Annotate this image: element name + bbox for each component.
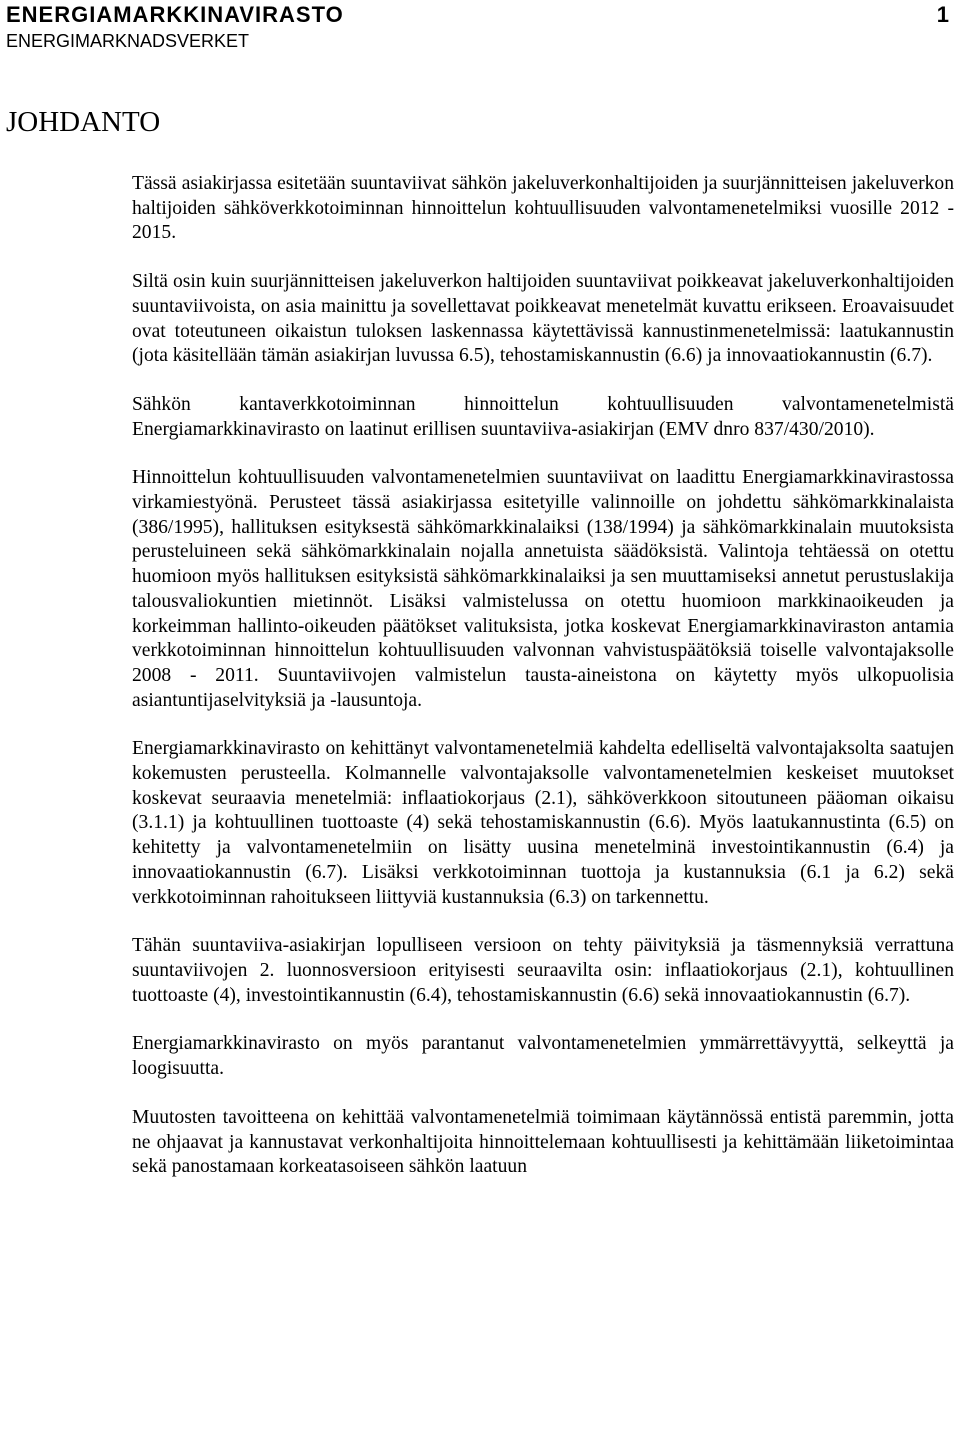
- paragraph-8: Muutosten tavoitteena on kehittää valvontamenetelmiä toimimaan käytännössä entistä paremmin, jotta ne ohjaavat ja kannustavat verkonhaltijoita hinnoittelemaan kohtuullisesti ja kehittämään liiketoimintaa sekä panostamaan korkeatasoiseen sähkön laatuun: [132, 1106, 954, 1178]
- paragraph-5: Energiamarkkinavirasto on kehittänyt valvontamenetelmiä kahdelta edelliseltä valvontajaksolta saatujen kokemusten perusteella. Kolmannelle valvontajaksolle valvontamenetelmien keskeiset muutokset koskevat seuraavia menetelmiä: inflaatiokorjaus (2.1), sähköverkkoon sitoutuneen pääoman oikaisu (3.1.1) ja kohtuullinen tuottoaste (4) sekä tehostamiskannustin (6.6). Myös laatukannustinta (6.5) on kehitetty ja valvontamenetelmiin on lisätty uusina menetelminä investointikannustin (6.4) ja innovaatiokannustin (6.7). Lisäksi verkkotoiminnan tuottoja ja kustannuksia (6.1 ja 6.2) sekä verkkotoiminnan rahoitukseen liittyviä kustannuksia (6.3) on tarkennettu.: [132, 738, 954, 908]
- org-name-fi: ENERGIAMARKKINAVIRASTO: [6, 2, 344, 27]
- page-header: [6, 2, 956, 53]
- page-number: 1: [936, 2, 950, 27]
- paragraph-7: Energiamarkkinavirasto on myös parantanut valvontamenetelmien ymmärrettävyyttä, selkeyttä ja loogisuutta.: [132, 1033, 954, 1080]
- header-org-name-fi: [6, 2, 956, 28]
- paragraph-2: Siltä osin kuin suurjännitteisen jakeluverkon haltijoiden suuntaviivat poikkeavat jakeluverkonhaltijoiden suuntaviivoista, on asia mainittu ja sovellettavat poikkeavat menetelmät kuvattu erikseen. Eroavaisuudet ovat toteutuneen oikaistun tuloksen laskennassa käytettävissä kannustinmenetelmissä: laatukannustin (jota käsitellään tämän asiakirjan luvussa 6.5), tehostamiskannustin (6.6) ja innovaatiokannustin (6.7).: [132, 271, 954, 367]
- org-name-sv: ENERGIMARKNADSVERKET: [6, 31, 250, 51]
- section-title: JOHDANTO: [6, 106, 161, 138]
- body-text: [132, 172, 954, 1204]
- paragraph-6: Tähän suuntaviiva-asiakirjan lopulliseen versioon on tehty päivityksiä ja täsmennyksiä verrattuna suuntaviivojen 2. luonnosversioon erityisesti seuraavilta osin: inflaatiokorjaus (2.1), kohtuullinen tuottoaste (4), investointikannustin (6.4), tehostamiskannustin (6.6) sekä innovaatiokannustin (6.7).: [132, 935, 954, 1006]
- paragraph-1: Tässä asiakirjassa esitetään suuntaviivat sähkön jakeluverkonhaltijoiden ja suurjännitteisen jakeluverkon haltijoiden sähköverkkotoiminnan hinnoittelun kohtuullisuuden valvontamenetelmiksi vuosille 2012 - 2015.: [132, 173, 954, 244]
- paragraph-4: Hinnoittelun kohtuullisuuden valvontamenetelmien suuntaviivat on laadittu Energiamarkkinavirastossa virkamiestyönä. Perusteet tässä asiakirjassa esitetyille valinnoille on johdettu sähkömarkkinalaista (386/1995), hallituksen esityksestä sähkömarkkinalaiksi (138/1994) ja sähkömarkkinalain muutoksista perusteluineen sekä sähkömarkkinalain nojalla annetuista säädöksistä. Valintoja tehtäessä on otettu huomioon myös hallituksen esityksistä sähkömarkkinalaiksi ja sen muuttamiseksi annetut perustuslakija talousvaliokuntien mietinnöt. Lisäksi valmistelussa on otettu huomioon markkinaoikeuden ja korkeimman hallinto-oikeuden päätökset valituksista, jotka koskevat Energiamarkkinaviraston antamia verkkotoiminnan hinnoittelun kohtuullisuuden valvonnan vahvistuspäätöksiä toiselle valvontajaksolle 2008 - 2011. Suuntaviivojen valmistelun tausta-aineistona on käytetty myös ulkopuolisia asiantuntijaselvityksiä ja -lausuntoja.: [132, 467, 954, 711]
- paragraph-3: Sähkön kantaverkkotoiminnan hinnoittelun kohtuullisuuden valvontamenetelmistä Energiamarkkinavirasto on laatinut erillisen suuntaviiva-asiakirjan (EMV dnro 837/430/2010).: [132, 393, 954, 440]
